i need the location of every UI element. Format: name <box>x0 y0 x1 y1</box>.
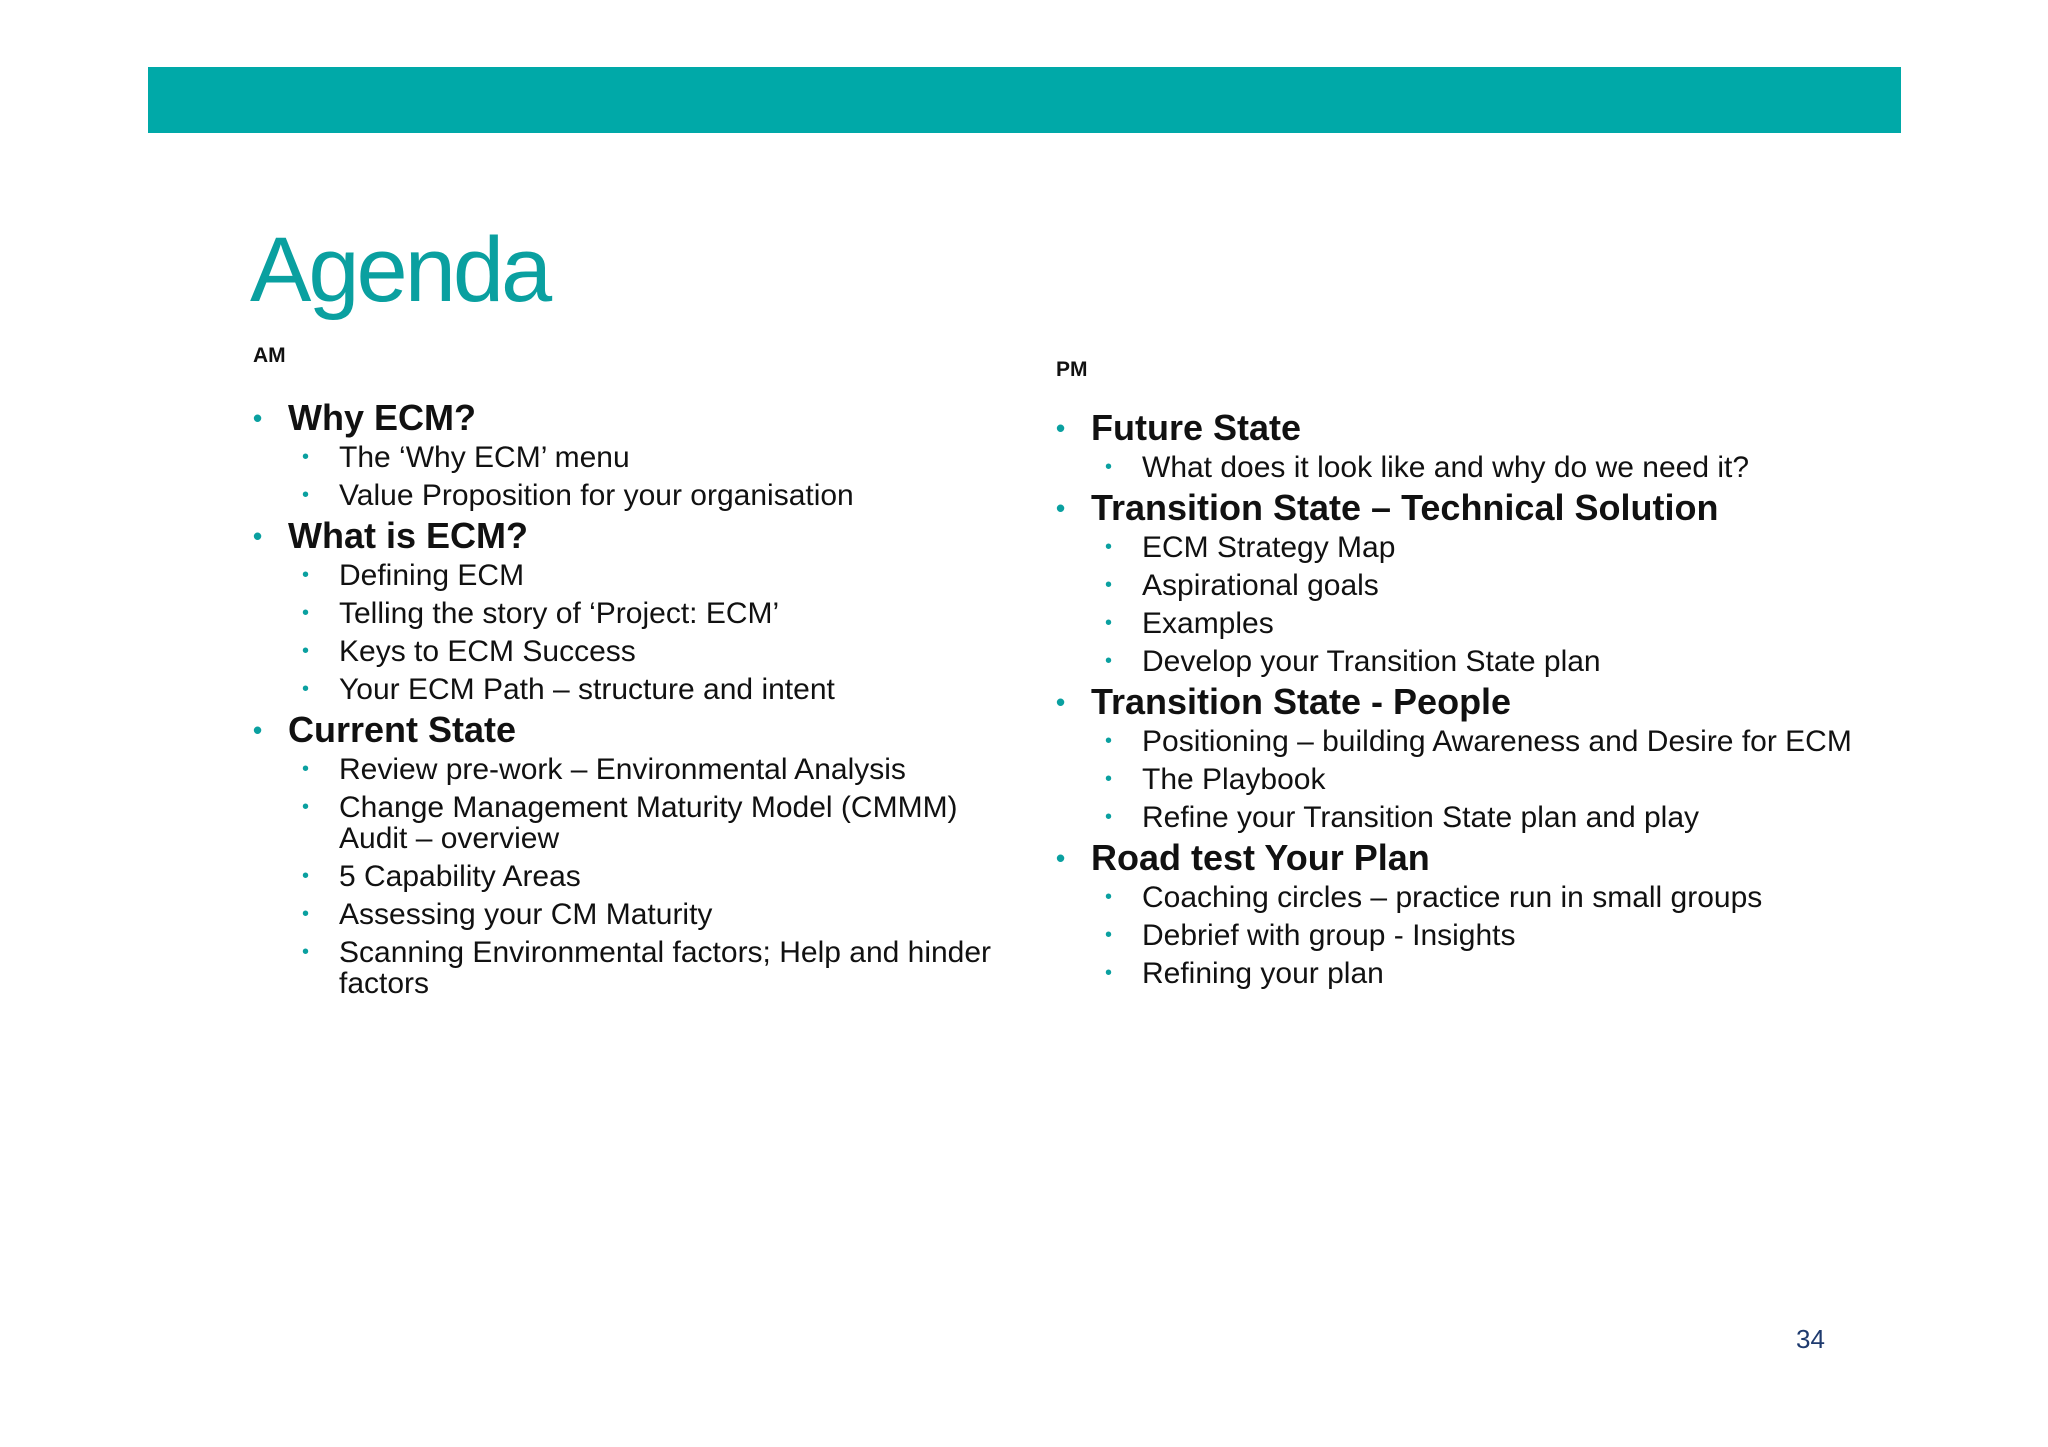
section-heading: Transition State – Technical Solution <box>1091 487 1719 528</box>
bullet-icon: • <box>1105 536 1113 558</box>
agenda-item: • Examples <box>1105 607 1274 640</box>
agenda-item: • Debrief with group - Insights <box>1105 919 1516 952</box>
bullet-icon: • <box>302 678 310 700</box>
section-heading: Current State <box>288 709 517 750</box>
agenda-section <box>250 397 1010 515</box>
section-heading: Why ECM? <box>288 397 476 438</box>
agenda-item: • Coaching circles – practice run in small groups <box>1105 881 1763 914</box>
bullet-icon: • <box>302 564 310 586</box>
bullet-icon: • <box>253 715 263 745</box>
bullet-icon: • <box>1105 962 1113 984</box>
agenda-item: • Refining your plan <box>1105 957 1384 990</box>
bullet-icon: • <box>1056 413 1066 443</box>
bullet-icon: • <box>1105 768 1113 790</box>
agenda-item: • Value Proposition for your organisation <box>302 479 854 512</box>
agenda-item: • Review pre-work – Environmental Analysis <box>302 753 906 786</box>
bullet-icon: • <box>302 758 310 780</box>
bullet-icon: • <box>302 484 310 506</box>
agenda-item: • 5 Capability Areas <box>302 860 581 893</box>
bullet-icon: • <box>1105 886 1113 908</box>
bullet-icon: • <box>302 903 310 925</box>
header-bar <box>148 67 1901 133</box>
bullet-icon: • <box>302 602 310 624</box>
page-title: Agenda <box>250 219 550 321</box>
section-heading: What is ECM? <box>288 515 528 556</box>
bullet-icon: • <box>302 865 310 887</box>
agenda-item: • Refine your Transition State plan and play <box>1105 801 1700 834</box>
am-label: AM <box>253 344 286 367</box>
agenda-item: • Positioning – building Awareness and Desire for ECM <box>1105 725 1852 758</box>
bullet-icon: • <box>253 403 263 433</box>
bullet-icon: • <box>302 446 310 468</box>
bullet-icon: • <box>1056 493 1066 523</box>
agenda-item: • Change Management Maturity Model (CMMM) Audit – overview <box>302 791 958 855</box>
agenda-item: • The Playbook <box>1105 763 1326 796</box>
agenda-section <box>1053 837 1853 993</box>
agenda-item: • Assessing your CM Maturity <box>302 898 713 931</box>
bullet-icon: • <box>302 941 310 963</box>
agenda-section <box>1053 407 1853 487</box>
agenda-section <box>250 709 1010 1003</box>
agenda-item: • Aspirational goals <box>1105 569 1379 602</box>
page-number: 34 <box>1796 1324 1825 1354</box>
agenda-item: • The ‘Why ECM’ menu <box>302 441 630 474</box>
pm-agenda-list <box>1053 407 1853 993</box>
agenda-item: • Telling the story of ‘Project: ECM’ <box>302 597 780 630</box>
pm-label: PM <box>1056 358 1088 381</box>
bullet-icon: • <box>302 640 310 662</box>
agenda-item: • Keys to ECM Success <box>302 635 636 668</box>
bullet-icon: • <box>1105 650 1113 672</box>
agenda-item: • ECM Strategy Map <box>1105 531 1396 564</box>
am-agenda-list <box>250 397 1010 1003</box>
bullet-icon: • <box>1105 574 1113 596</box>
bullet-icon: • <box>1105 924 1113 946</box>
bullet-icon: • <box>302 796 310 818</box>
bullet-icon: • <box>1056 687 1066 717</box>
bullet-icon: • <box>1105 612 1113 634</box>
agenda-item: • Scanning Environmental factors; Help and hinder factors <box>302 936 992 1000</box>
bullet-icon: • <box>1105 806 1113 828</box>
bullet-icon: • <box>1105 730 1113 752</box>
agenda-section <box>250 515 1010 709</box>
section-heading: Road test Your Plan <box>1091 837 1430 878</box>
bullet-icon: • <box>1105 456 1113 478</box>
section-heading: Transition State - People <box>1091 681 1512 722</box>
bullet-icon: • <box>253 521 263 551</box>
agenda-item: • Your ECM Path – structure and intent <box>302 673 835 706</box>
agenda-item: • Develop your Transition State plan <box>1105 645 1601 678</box>
bullet-icon: • <box>1056 843 1066 873</box>
section-heading: Future State <box>1091 407 1302 448</box>
agenda-section <box>1053 487 1853 681</box>
agenda-section <box>1053 681 1853 837</box>
agenda-item: • Defining ECM <box>302 559 525 592</box>
agenda-item: • What does it look like and why do we need it? <box>1105 451 1750 484</box>
